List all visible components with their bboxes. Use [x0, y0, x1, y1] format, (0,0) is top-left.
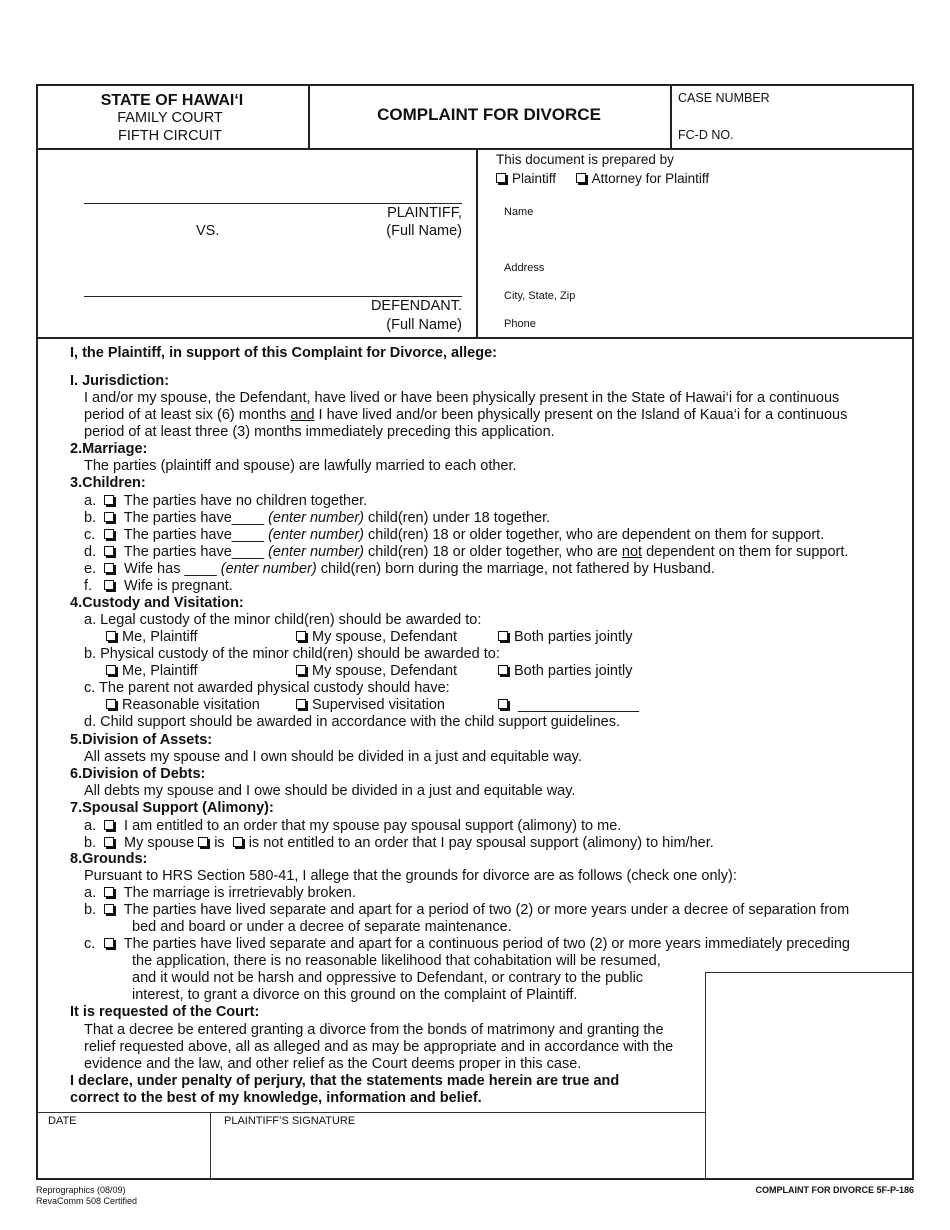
- plaintiff-label: PLAINTIFF,: [387, 205, 462, 221]
- grounds-a-checkbox[interactable]: [104, 887, 114, 897]
- section-4-heading: [70, 595, 244, 612]
- legal-spouse-checkbox[interactable]: [296, 631, 306, 641]
- option-text: The marriage is irretrievably broken.: [123, 885, 356, 901]
- option-is: is: [214, 835, 225, 851]
- option-text: The parties have no children together.: [123, 493, 368, 509]
- grounds-c-line-2: the application, there is no reasonable likelihood that cohabitation will be resumed,: [132, 953, 661, 969]
- option-key: b.: [84, 902, 97, 918]
- section-7-number: 7.: [70, 800, 83, 816]
- option-text-mid: child(ren) 18 or older together, who are: [363, 544, 622, 560]
- fcd-number-label: FC-D NO.: [678, 128, 734, 142]
- legal-me-checkbox[interactable]: [106, 631, 116, 641]
- header-divider: [36, 148, 914, 150]
- children-option-f: [84, 578, 233, 595]
- children-option-c: [84, 527, 824, 544]
- visitation-opt-reasonable: [106, 697, 260, 714]
- preparer-phone-label: Phone: [504, 318, 536, 330]
- section-3-heading: [70, 475, 146, 492]
- section-1-title: Jurisdiction:: [82, 373, 170, 389]
- children-b-checkbox[interactable]: [104, 512, 114, 522]
- children-d-checkbox[interactable]: [104, 546, 114, 556]
- section-5-line-1: All assets my spouse and I own should be divided in a just and equitable way.: [84, 749, 582, 765]
- attorney-option-label: Attorney for Plaintiff: [591, 171, 710, 186]
- plaintiff-name-line[interactable]: [84, 203, 462, 204]
- option-not: not: [621, 544, 643, 560]
- grounds-b-checkbox[interactable]: [104, 904, 114, 914]
- form-id: COMPLAINT FOR DIVORCE 5F-P-186: [755, 1185, 914, 1195]
- physical-both-checkbox[interactable]: [498, 665, 508, 675]
- option-text: The parties have____: [123, 544, 265, 560]
- option-hint: (enter number): [268, 527, 364, 543]
- section-2-line-1: The parties (plaintiff and spouse) are lawfully married to each other.: [84, 458, 517, 474]
- section-1-heading: [70, 373, 169, 390]
- alimony-b-checkbox[interactable]: [104, 837, 114, 847]
- vs-label: VS.: [196, 223, 220, 239]
- visitation-line: c. The parent not awarded physical custody should have:: [84, 680, 450, 696]
- signature-row-divider: [210, 1112, 211, 1180]
- option-key: a.: [84, 818, 97, 834]
- request-line-3: evidence and the law, and other relief as the Court deems proper in this case.: [84, 1056, 582, 1072]
- grounds-c-checkbox[interactable]: [104, 938, 114, 948]
- option-text: Wife is pregnant.: [124, 578, 233, 594]
- option-text: The parties have____: [123, 510, 265, 526]
- physical-custody-opt-both: [498, 663, 632, 680]
- section-3-title: Children:: [82, 475, 146, 491]
- other-visitation-checkbox[interactable]: [498, 699, 508, 709]
- s1-l2-and: and: [290, 407, 315, 423]
- declaration-line-1: I declare, under penalty of perjury, that the statements made herein are true and: [70, 1073, 620, 1089]
- physical-me-checkbox[interactable]: [106, 665, 116, 675]
- legal-custody-opt-me: [106, 629, 198, 646]
- state-name: STATE OF HAWAI‘I: [100, 92, 244, 109]
- legal-custody-opt-spouse: [296, 629, 457, 646]
- complaint-intro: I, the Plaintiff, in support of this Complaint for Divorce, allege:: [70, 345, 497, 361]
- section-4-title: Custody and Visitation:: [82, 595, 244, 611]
- children-a-checkbox[interactable]: [104, 495, 114, 505]
- option-key: b.: [84, 835, 97, 851]
- option-text: Wife has ____: [124, 561, 221, 577]
- children-option-e: [84, 561, 715, 578]
- seal-box-left: [705, 972, 706, 1180]
- plaintiff-full-name-hint: (Full Name): [386, 223, 462, 239]
- section-8-line-1: Pursuant to HRS Section 580-41, I allege that the grounds for divorce are as follows (check one only):: [84, 868, 737, 884]
- legal-custody-line: a. Legal custody of the minor child(ren) should be awarded to:: [84, 612, 482, 628]
- opt-label: Reasonable visitation: [122, 697, 260, 713]
- option-key: c.: [84, 527, 96, 543]
- signature-field[interactable]: [214, 1130, 702, 1176]
- option-hint: (enter number): [268, 544, 364, 560]
- opt-label: Both parties jointly: [514, 629, 633, 645]
- visitation-opt-other: [498, 697, 639, 714]
- opt-label: Both parties jointly: [514, 663, 633, 679]
- section-1-line-1: I and/or my spouse, the Defendant, have lived or have been physically present in the State of Hawai‘i for a continuous: [84, 390, 840, 406]
- plaintiff-option-label: Plaintiff: [512, 171, 557, 186]
- alimony-a-checkbox[interactable]: [104, 820, 114, 830]
- section-6-heading: [70, 766, 205, 783]
- section-4-number: 4.: [70, 595, 83, 611]
- option-text-end: dependent on them for support.: [642, 544, 849, 560]
- parties-col-divider: [476, 148, 478, 338]
- section-2-number: 2.: [70, 441, 83, 457]
- opt-label: My spouse, Defendant: [312, 663, 458, 679]
- circuit-name: FIFTH CIRCUIT: [118, 128, 222, 144]
- request-line-2: relief requested above, all as alleged and as may be appropriate and in accordance with the: [84, 1039, 674, 1055]
- section-8-number: 8.: [70, 851, 83, 867]
- child-support-line: d. Child support should be awarded in accordance with the child support guidelines.: [84, 714, 621, 730]
- grounds-c-line-4: interest, to grant a divorce on this ground on the complaint of Plaintiff.: [132, 987, 578, 1003]
- section-7-heading: [70, 800, 274, 817]
- court-name: FAMILY COURT: [117, 110, 223, 126]
- grounds-c-line-3: and it would not be harsh and oppressive to Defendant, or contrary to the public: [132, 970, 644, 986]
- preparer-address-label: Address: [504, 262, 545, 274]
- grounds-option-a: [84, 885, 356, 902]
- attorney-checkbox[interactable]: [576, 173, 586, 183]
- option-text: The parties have____: [123, 527, 265, 543]
- opt-label: My spouse, Defendant: [312, 629, 458, 645]
- defendant-full-name-hint: (Full Name): [386, 317, 462, 333]
- preparer-options: [496, 170, 709, 187]
- case-number-label: CASE NUMBER: [678, 91, 770, 105]
- option-text: My spouse: [124, 835, 195, 851]
- option-key: d.: [84, 544, 97, 560]
- opt-label: Me, Plaintiff: [122, 629, 198, 645]
- header-col-divider-2: [670, 84, 672, 148]
- date-label: DATE: [48, 1115, 77, 1127]
- section-6-number: 6.: [70, 766, 83, 782]
- signature-label: PLAINTIFF’S SIGNATURE: [224, 1115, 356, 1127]
- option-key: a.: [84, 493, 97, 509]
- option-key: b.: [84, 510, 97, 526]
- revacomm-note: RevaComm 508 Certified: [36, 1196, 138, 1206]
- physical-custody-opt-spouse: [296, 663, 457, 680]
- legal-custody-opt-both: [498, 629, 632, 646]
- option-text-end: child(ren) under 18 together.: [363, 510, 551, 526]
- reprographics-note: Reprographics (08/09): [36, 1185, 126, 1195]
- reasonable-visitation-checkbox[interactable]: [106, 699, 116, 709]
- section-8-heading: [70, 851, 147, 868]
- s1-l2-part-a: period of at least six (6) months: [84, 407, 291, 423]
- physical-spouse-checkbox[interactable]: [296, 665, 306, 675]
- option-text: I am entitled to an order that my spouse pay spousal support (alimony) to me.: [124, 818, 622, 834]
- option-text-end: is not entitled to an order that I pay spousal support (alimony) to him/her.: [248, 835, 714, 851]
- form-title: COMPLAINT FOR DIVORCE: [377, 105, 601, 124]
- plaintiff-checkbox[interactable]: [496, 173, 506, 183]
- section-1-line-3: period of at least three (3) months immediately preceding this application.: [84, 424, 555, 440]
- option-text: The parties have lived separate and apart for a period of two (2) or more years under a decree of separation from: [123, 902, 850, 918]
- grounds-option-c: [84, 936, 850, 953]
- section-1-line-2: [84, 407, 847, 424]
- children-c-checkbox[interactable]: [104, 529, 114, 539]
- option-key: c.: [84, 936, 96, 952]
- section-6-line-1: All debts my spouse and I owe should be divided in a just and equitable way.: [84, 783, 576, 799]
- section-1-number: I.: [70, 373, 79, 389]
- preparer-intro: This document is prepared by: [496, 152, 674, 167]
- parties-divider: [36, 337, 914, 339]
- s1-l2-part-c: I have lived and/or been physically present on the Island of Kaua‘i for a continuous: [314, 407, 848, 423]
- alimony-is-not-checkbox[interactable]: [233, 837, 243, 847]
- children-option-d: [84, 544, 848, 561]
- option-hint: (enter number): [220, 561, 317, 577]
- grounds-option-b: [84, 902, 849, 919]
- preparer-city-label: City, State, Zip: [504, 290, 576, 302]
- option-key: e.: [84, 561, 97, 577]
- option-text-end: child(ren) 18 or older together, who are dependent on them for support.: [363, 527, 825, 543]
- date-field[interactable]: [40, 1130, 208, 1176]
- section-3-number: 3.: [70, 475, 83, 491]
- children-e-checkbox[interactable]: [104, 563, 114, 573]
- preparer-name-label: Name: [504, 206, 534, 218]
- defendant-name-line[interactable]: [84, 296, 462, 297]
- physical-custody-opt-me: [106, 663, 198, 680]
- section-7-title: Spousal Support (Alimony):: [82, 800, 274, 816]
- request-line-1: That a decree be entered granting a divorce from the bonds of matrimony and granting the: [84, 1022, 664, 1038]
- option-key: a.: [84, 885, 97, 901]
- defendant-label: DEFENDANT.: [370, 298, 462, 314]
- seal-box-top: [705, 972, 914, 973]
- section-6-title: Division of Debts:: [82, 766, 206, 782]
- alimony-is-checkbox[interactable]: [198, 837, 208, 847]
- option-text-end: child(ren) born during the marriage, not fathered by Husband.: [316, 561, 715, 577]
- section-5-title: Division of Assets:: [82, 732, 213, 748]
- declaration-line-2: correct to the best of my knowledge, information and belief.: [70, 1090, 482, 1106]
- grounds-b-line-2: bed and board or under a decree of separate maintenance.: [132, 919, 512, 935]
- section-2-heading: [70, 441, 147, 458]
- request-heading: It is requested of the Court:: [70, 1004, 260, 1020]
- legal-both-checkbox[interactable]: [498, 631, 508, 641]
- option-hint: (enter number): [268, 510, 364, 526]
- section-8-title: Grounds:: [82, 851, 148, 867]
- children-f-checkbox[interactable]: [104, 580, 114, 590]
- children-option-a: [84, 493, 367, 510]
- supervised-visitation-checkbox[interactable]: [296, 699, 306, 709]
- option-text: The parties have lived separate and apart for a continuous period of two (2) or more years immediately preceding: [123, 936, 850, 952]
- opt-label: Supervised visitation: [312, 697, 445, 713]
- other-visitation-blank[interactable]: _______________: [518, 697, 639, 713]
- section-2-title: Marriage:: [82, 441, 148, 457]
- section-5-heading: [70, 732, 212, 749]
- children-option-b: [84, 510, 550, 527]
- option-key: f.: [84, 578, 93, 594]
- visitation-opt-supervised: [296, 697, 445, 714]
- section-5-number: 5.: [70, 732, 83, 748]
- signature-row-top: [36, 1112, 706, 1113]
- physical-custody-line: b. Physical custody of the minor child(ren) should be awarded to:: [84, 646, 500, 662]
- opt-label: Me, Plaintiff: [122, 663, 198, 679]
- alimony-option-a: [84, 818, 621, 835]
- alimony-option-b: [84, 835, 714, 852]
